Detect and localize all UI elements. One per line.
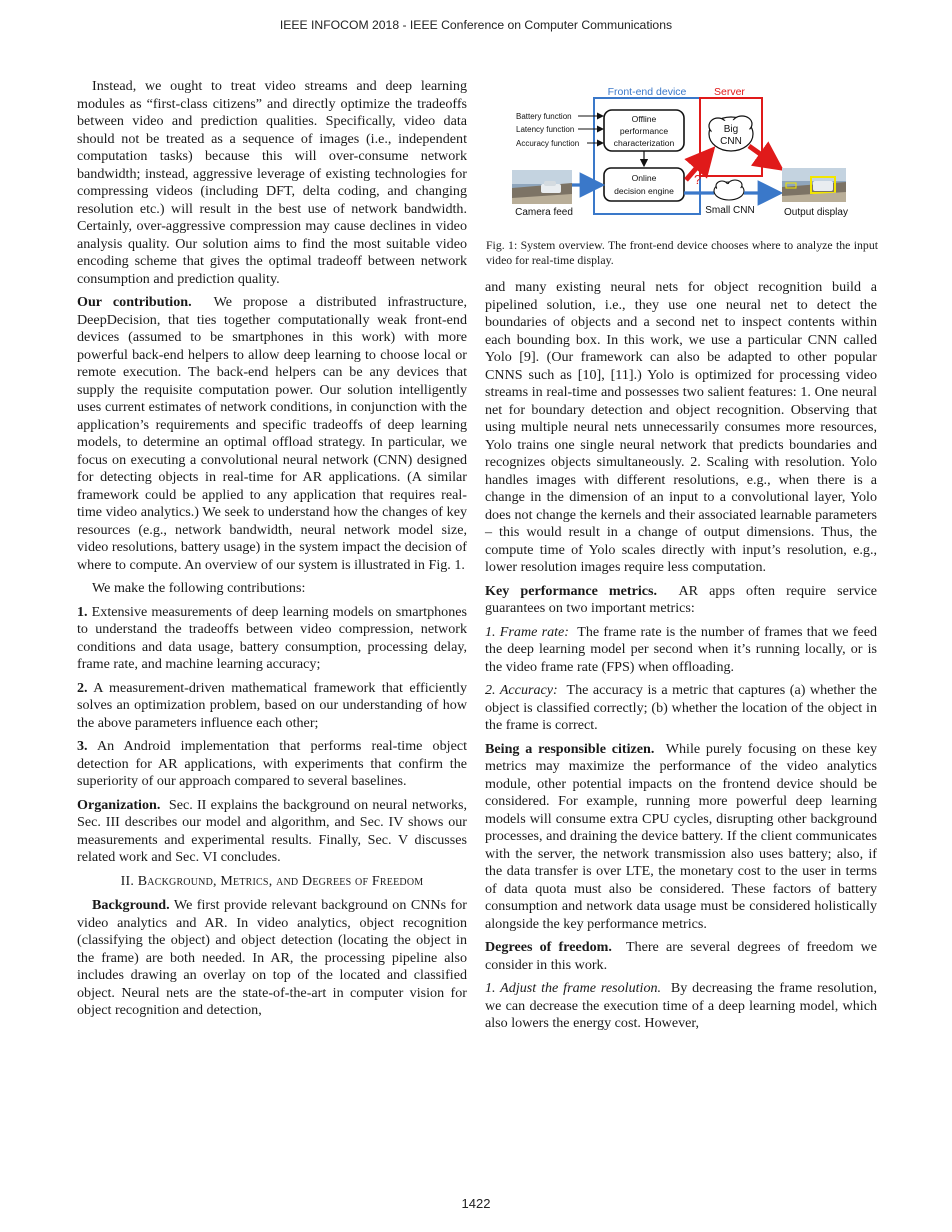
online-line-1: Online xyxy=(631,173,657,183)
contribution-item-3: 3. An Android implementation that performs real-time object detection for AR applications, with experiments that confirm the superiority of our approach compared to several baselines. xyxy=(77,738,467,789)
paragraph-first-class: Instead, we ought to treat video streams and deep learning modules as “first-class citizens” and directly optimize the tradeoffs between video and prediction qualities. Specifically, video data should not be treated as a sequence of images (i.e., independent computation tasks) because this will over-consume network bandwidth; instead, aggressive leverage of existing technologies for compressing videos (including DFT, delta coding, and changing resolution etc.) will result in the best use of network bandwidth. Certainly, over-aggressive compression may cause declines in video analysis quality. Our solution aims to find the most suitable video encoding scheme that gives the optimal tradeoff between network consumption and prediction quality. xyxy=(77,78,467,287)
organization-heading: Organization. xyxy=(77,796,161,813)
paragraph-accuracy: 2. Accuracy: The accuracy is a metric that captures (a) whether the object is classified correctly; (b) whether the location of the object in the frame is correct. xyxy=(485,682,878,733)
frontend-label: Front-end device xyxy=(607,86,687,98)
big-cnn-line-1: Big xyxy=(723,124,739,135)
page-number: 1422 xyxy=(461,1196,491,1211)
kpm-heading: Key performance metrics. xyxy=(485,582,658,599)
page-header: IEEE INFOCOM 2018 - IEEE Conference on Computer Communications xyxy=(279,18,673,32)
output-display-label: Output display xyxy=(784,207,848,218)
paragraph-kpm: Key performance metrics. AR apps often require service guarantees on two important metrics: xyxy=(485,582,877,616)
small-cnn-cloud xyxy=(714,180,744,200)
contribution-item-1: 1. Extensive measurements of deep learning models on smartphones to understand the tradeoffs between video compression, network conditions and data usage, battery consumption, processing delay, frame rate, and machine learning accuracy; xyxy=(77,603,467,672)
question-mark: ? xyxy=(694,172,702,187)
contribution-heading: Our contribution. xyxy=(77,294,192,310)
figure-diagram xyxy=(486,84,878,234)
section-heading: II. Background, Metrics, and Degrees of Freedom xyxy=(120,873,424,889)
contribution-item-2: 2. A measurement-driven mathematical framework that efficiently solves an optimization problem, based on our understanding of how the above parameters influence each other; xyxy=(77,679,467,731)
frame-rate-heading: 1. Frame rate: xyxy=(485,623,570,640)
paragraph-frame-rate: 1. Frame rate: The frame rate is the number of frames that we feed the deep learning model per second when it’s running locally, or is the video frame rate (FPS) when offloading. xyxy=(485,623,878,675)
output-display-image xyxy=(782,168,846,202)
offline-line-1: Offline xyxy=(631,114,657,124)
degrees-heading: Degrees of freedom. xyxy=(485,939,612,955)
paragraph-yolo: and many existing neural nets for object recognition build a pipelined solution, i.e., they use one neural net to detect the boundaries of objects and a second net to inspect contents within each bounding box. In this work, we use a particular CNN called Yolo [9]. (Our framework can also be adapted to other popular CNNS such as [10], [11].) Yolo is optimized for processing video streams in real-time and possesses two salient features: 1. One neural net for boundary detection and object recognition. Observing that using multiple neural nets unnecessarily consumes more resources, Yolo trains one single neural network that predicts boundaries and recognizes objects simultaneously. 2. Scaling with resolution. Yolo handles images with different resolutions, e.g., when there is a change in the dimension of an input to a convolutional layer, Yolo does not change the kernels and their associated learnable parameters – this would result in a change of output dimensions. Thus, the compute time of Yolo scales directly with input’s resolution, e.g., lower resolution images require less computation. xyxy=(485,279,877,575)
battery-function-label: Battery function xyxy=(516,112,572,121)
right-column xyxy=(485,279,877,1039)
left-column xyxy=(77,78,467,1026)
small-cnn-label: Small CNN xyxy=(705,205,755,216)
paragraph-organization: Organization. Sec. II explains the background on neural networks, Sec. III describes our model and algorithm, and Sec. IV shows our measurements and experimental results. Finally, Sec. V discusses related work and Sec. VI concludes. xyxy=(77,796,468,865)
server-label: Server xyxy=(714,86,745,98)
paragraph-background: Background. We first provide relevant background on CNNs for video analytics and AR. In video analytics, object recognition (classifying the object) and object detection (locating the object in the frame) are both needed. In AR, the processing pipeline also includes drawing an overlay on top of the located and classified object. Neural nets are the state-of-the-art in computer vision for object recognition and detection, xyxy=(77,897,467,1018)
paragraph-contribution-intro: We make the following contributions: xyxy=(92,580,306,596)
accuracy-heading: 2. Accuracy: xyxy=(485,682,558,698)
system-overview-figure xyxy=(486,84,878,234)
responsible-heading: Being a responsible citizen. xyxy=(485,740,655,757)
accuracy-function-label: Accuracy function xyxy=(516,139,580,148)
big-cnn-line-2: CNN xyxy=(720,136,742,147)
camera-feed-label: Camera feed xyxy=(515,207,573,218)
figure-caption: Fig. 1: System overview. The front-end device chooses where to analyze the input video for real-time display. xyxy=(486,238,878,267)
camera-feed-image xyxy=(512,170,572,204)
adjust-resolution-heading: 1. Adjust the frame resolution. xyxy=(485,980,662,996)
paragraph-degrees: Degrees of freedom. There are several degrees of freedom we consider in this work. xyxy=(485,939,878,973)
paragraph-adjust-resolution: 1. Adjust the frame resolution. By decreasing the frame resolution, we can decrease the execution time of a deep learning model, which also lowers the energy cost. However, xyxy=(485,980,878,1031)
online-line-2: decision engine xyxy=(614,186,674,196)
background-heading: Background. xyxy=(92,897,170,913)
latency-function-label: Latency function xyxy=(516,125,575,134)
paragraph-responsible: Being a responsible citizen. While purely focusing on these key metrics may maximize the performance of the video analytics module, other potential impacts on the frontend device should be considered. For example, running more powerful deep learning models will consume extra CPU cycles, disrupting other background processes, and draining the device battery. If the client communicates with the server, the network transmission also uses battery; also, if the data transfer is over LTE, the monetary cost to the user in terms of data quota must also be considered. These factors of battery consumption and network data usage must be considered holistically alongside the key performance metrics. xyxy=(485,740,877,932)
offline-line-2: performance xyxy=(619,126,669,136)
offline-line-3: characterization xyxy=(613,138,675,148)
paragraph-contribution: Our contribution. We propose a distributed infrastructure, DeepDecision, that ties together computationally weak front-end devices (assumed to be smartphones in this work) with more powerful back-end helpers to allow deep learning to choose local or remote execution. The back-end helpers can be any devices that supply the requisite computation power. Our solution intelligently uses current estimates of network conditions, in conjunction with the application’s requirements and specific tradeoffs of deep learning models, to determine an optimal offload strategy. In particular, we focus on executing a convolutional neural network (CNN) designed for detecting objects in real-time for AR applications. (A similar framework could be applied to any application that requires real-time video analytics.) We seek to understand how the changes of key resources (e.g., network bandwidth, neural network model size, video resolutions, battery usage) in the system impact the decision of where to compute. An overview of our system is illustrated in Fig. 1. xyxy=(77,294,467,573)
